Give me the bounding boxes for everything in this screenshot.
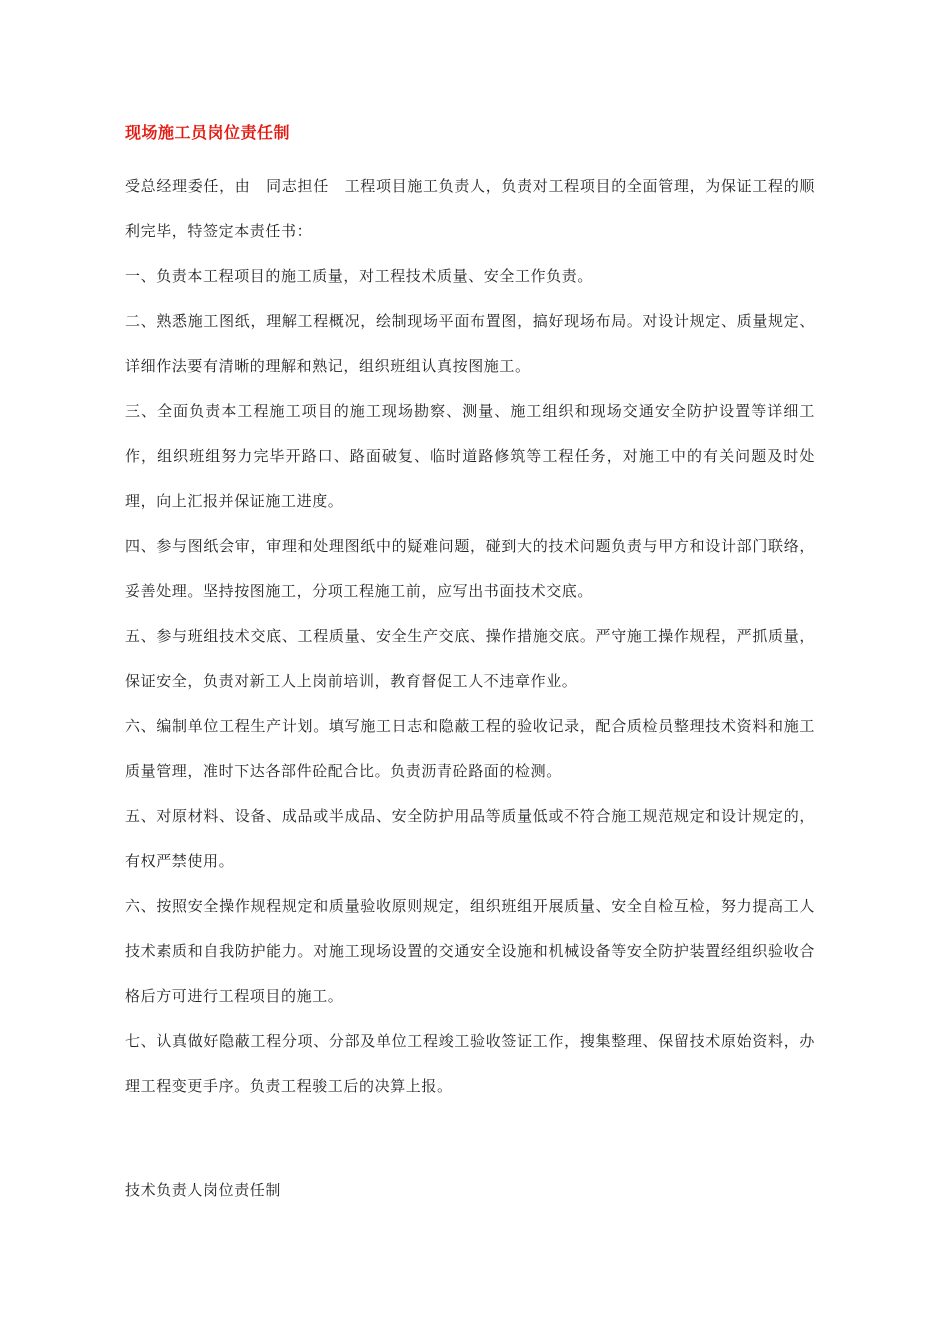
paragraph-item-3: 三、全面负责本工程施工项目的施工现场勘察、测量、施工组织和现场交通安全防护设置等详细工作，组织班组努力完毕开路口、路面破复、临时道路修筑等工程任务，对施工中的有关问题及时处理，向上汇报并保证施工进度。	[125, 402, 815, 510]
document-title: 现场施工员岗位责任制	[125, 123, 291, 142]
document-body	[125, 118, 815, 1109]
paragraph-item-9: 七、认真做好隐蔽工程分项、分部及单位工程竣工验收签证工作，搜集整理、保留技术原始资料，办理工程变更手序。负责工程骏工后的决算上报。	[125, 1032, 815, 1095]
paragraph-item-4: 四、参与图纸会审，审理和处理图纸中的疑难问题，碰到大的技术问题负责与甲方和设计部门联络，妥善处理。坚持按图施工，分项工程施工前，应写出书面技术交底。	[125, 537, 815, 600]
paragraph-item-5: 五、参与班组技术交底、工程质量、安全生产交底、操作措施交底。严守施工操作规程，严抓质量，保证安全，负责对新工人上岗前培训，教育督促工人不违章作业。	[125, 627, 815, 690]
paragraph-item-1: 一、负责本工程项目的施工质量，对工程技术质量、安全工作负责。	[125, 267, 594, 285]
paragraph-item-7: 五、对原材料、设备、成品或半成品、安全防护用品等质量低或不符合施工规范规定和设计规定的，有权严禁使用。	[125, 807, 815, 870]
paragraph-item-2: 二、熟悉施工图纸，理解工程概况，绘制现场平面布置图，搞好现场布局。对设计规定、质量规定、详细作法要有清晰的理解和熟记，组织班组认真按图施工。	[125, 312, 815, 375]
next-section-title: 技术负责人岗位责任制	[125, 1181, 282, 1199]
paragraph-item-6: 六、编制单位工程生产计划。填写施工日志和隐蔽工程的验收记录，配合质检员整理技术资料和施工质量管理，准时下达各部件砼配合比。负责沥青砼路面的检测。	[125, 717, 815, 780]
paragraph-item-8: 六、按照安全操作规程规定和质量验收原则规定，组织班组开展质量、安全自检互检，努力提高工人技术素质和自我防护能力。对施工现场设置的交通安全设施和机械设备等安全防护装置经组织验收合格后方可进行工程项目的施工。	[125, 897, 815, 1005]
paragraph-intro: 受总经理委任，由 同志担任 工程项目施工负责人，负责对工程项目的全面管理，为保证工程的顺利完毕，特签定本责任书：	[125, 177, 815, 240]
